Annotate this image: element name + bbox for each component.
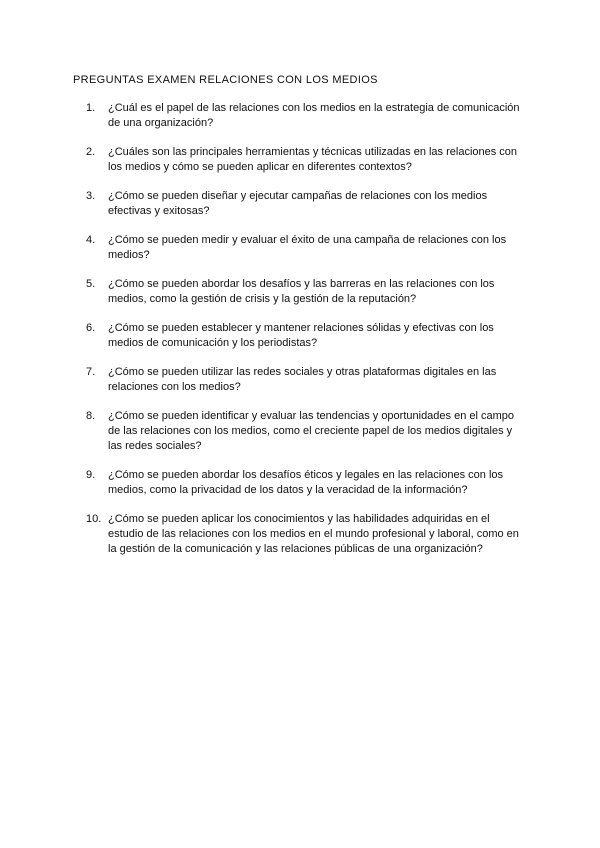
question-item xyxy=(86,189,526,219)
question-text: ¿Cómo se pueden establecer y mantener relaciones sólidas y efectivas con los medios de comunicación y los periodistas? xyxy=(108,322,494,349)
question-item xyxy=(86,468,526,498)
question-text: ¿Cómo se pueden aplicar los conocimientos y las habilidades adquiridas en el estudio de las relaciones con los medios en el mundo profesional y laboral, como en la gestión de la comunicación y las relaciones públicas de una organización? xyxy=(108,513,519,555)
question-text: ¿Cómo se pueden medir y evaluar el éxito de una campaña de relaciones con los medios? xyxy=(108,234,507,261)
question-item xyxy=(86,233,526,263)
question-text: ¿Cómo se pueden utilizar las redes sociales y otras plataformas digitales en las relaciones con los medios? xyxy=(108,366,497,393)
question-item xyxy=(86,321,526,351)
question-text: ¿Cuál es el papel de las relaciones con los medios en la estrategia de comunicación de una organización? xyxy=(108,102,520,129)
question-item xyxy=(86,101,526,131)
question-number: 8. xyxy=(86,410,96,422)
question-number: 3. xyxy=(86,190,96,202)
question-item xyxy=(86,512,526,557)
question-number: 2. xyxy=(86,146,96,158)
question-number: 7. xyxy=(86,366,96,378)
question-item xyxy=(86,277,526,307)
document-title: PREGUNTAS EXAMEN RELACIONES CON LOS MEDIOS xyxy=(73,74,378,86)
question-number: 5. xyxy=(86,278,96,290)
question-number: 10. xyxy=(86,513,102,525)
question-text: ¿Cuáles son las principales herramientas y técnicas utilizadas en las relaciones con los medios y cómo se pueden aplicar en diferentes contextos? xyxy=(108,146,518,173)
question-number: 4. xyxy=(86,234,96,246)
question-number: 6. xyxy=(86,322,96,334)
question-text: ¿Cómo se pueden diseñar y ejecutar campañas de relaciones con los medios efectivas y exitosas? xyxy=(108,190,488,217)
question-item xyxy=(86,365,526,395)
question-item xyxy=(86,145,526,175)
question-list xyxy=(86,101,526,571)
question-item xyxy=(86,409,526,454)
question-number: 1. xyxy=(86,102,96,114)
question-text: ¿Cómo se pueden abordar los desafíos éticos y legales en las relaciones con los medios, como la privacidad de los datos y la veracidad de la información? xyxy=(108,469,504,496)
question-text: ¿Cómo se pueden abordar los desafíos y las barreras en las relaciones con los medios, como la gestión de crisis y la gestión de la reputación? xyxy=(108,278,495,305)
question-text: ¿Cómo se pueden identificar y evaluar las tendencias y oportunidades en el campo de las relaciones con los medios, como el creciente papel de los medios digitales y las redes sociales? xyxy=(108,410,515,452)
question-number: 9. xyxy=(86,469,96,481)
